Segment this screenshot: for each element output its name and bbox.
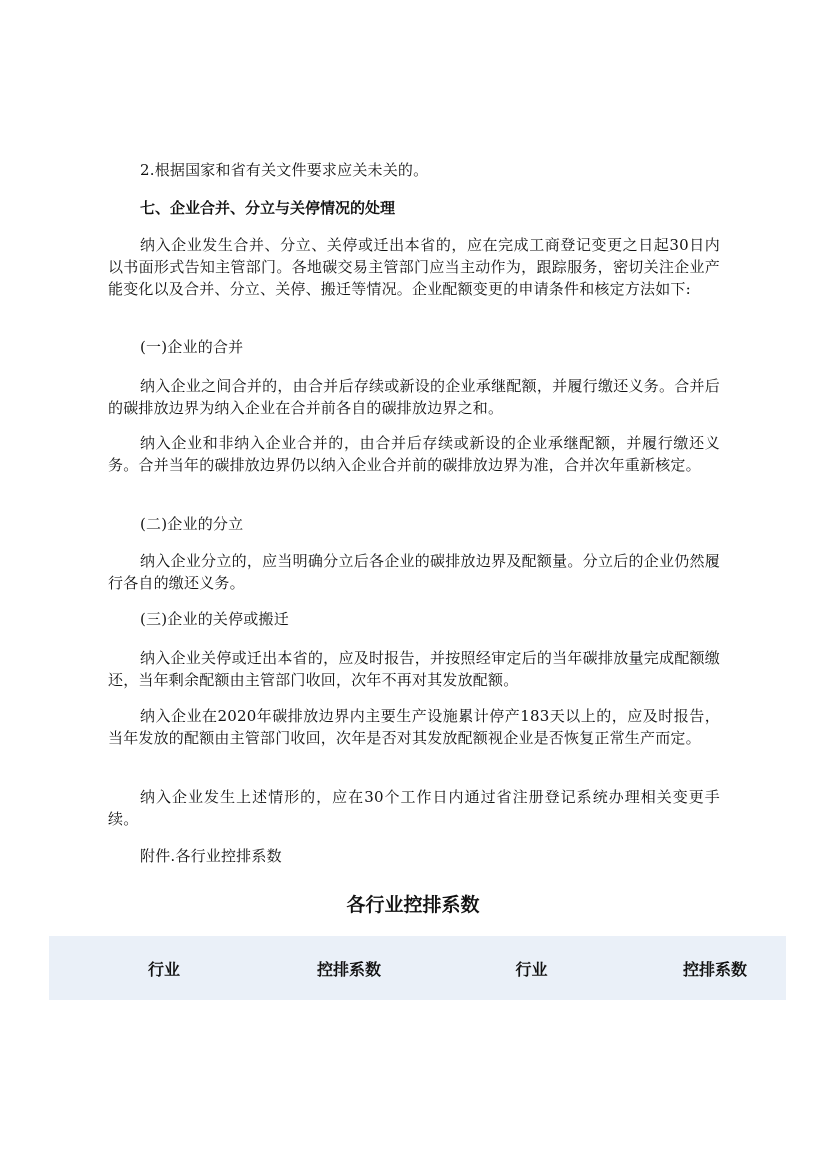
attachment-label: 附件.各行业控排系数 [140,847,282,865]
paragraph-intro: 纳入企业发生合并、分立、关停或迁出本省的，应在完成工商登记变更之日起30日内以书面形式告知主管部门。各地碳交易主管部门应当主动作为，跟踪服务，密切关注企业产能变化以及合并、分立、关停、搬迁等情况。企业配额变更的申请条件和核定方法如下: [108,236,720,298]
subheading-merger: (一)企业的合并 [140,338,244,356]
subheading-split: (二)企业的分立 [140,515,244,533]
paragraph-closure-3: 纳入企业发生上述情形的，应在30个工作日内通过省注册登记系统办理相关变更手续。 [108,788,720,828]
paragraph-merger-2: 纳入企业和非纳入企业合并的，由合并后存续或新设的企业承继配额，并履行缴还义务。合并当年的碳排放边界仍以纳入企业合并前的碳排放边界为准，合并次年重新核定。 [108,434,720,474]
table-title: 各行业控排系数 [346,894,480,916]
subheading-closure: (三)企业的关停或搬迁 [140,610,289,628]
list-item-2: 2.根据国家和省有关文件要求应关未关的。 [140,161,429,179]
paragraph-split: 纳入企业分立的，应当明确分立后各企业的碳排放边界及配额量。分立后的企业仍然履行各自的缴还义务。 [108,552,720,592]
table-header-industry-1: 行业 [147,959,180,979]
paragraph-closure-1: 纳入企业关停或迁出本省的，应及时报告，并按照经审定后的当年碳排放量完成配额缴还，当年剩余配额由主管部门收回，次年不再对其发放配额。 [108,649,720,689]
table-header-row [49,936,786,1000]
table-header-coefficient-1: 控排系数 [316,959,381,979]
section-heading: 七、企业合并、分立与关停情况的处理 [140,199,396,217]
paragraph-closure-2: 纳入企业在2020年碳排放边界内主要生产设施累计停产183天以上的，应及时报告，当年发放的配额由主管部门收回，次年是否对其发放配额视企业是否恢复正常生产而定。 [108,707,720,747]
paragraph-merger-1: 纳入企业之间合并的，由合并后存续或新设的企业承继配额，并履行缴还义务。合并后的碳排放边界为纳入企业在合并前各自的碳排放边界之和。 [108,377,720,417]
table-header-coefficient-2: 控排系数 [682,959,747,979]
table-header-industry-2: 行业 [515,959,548,979]
